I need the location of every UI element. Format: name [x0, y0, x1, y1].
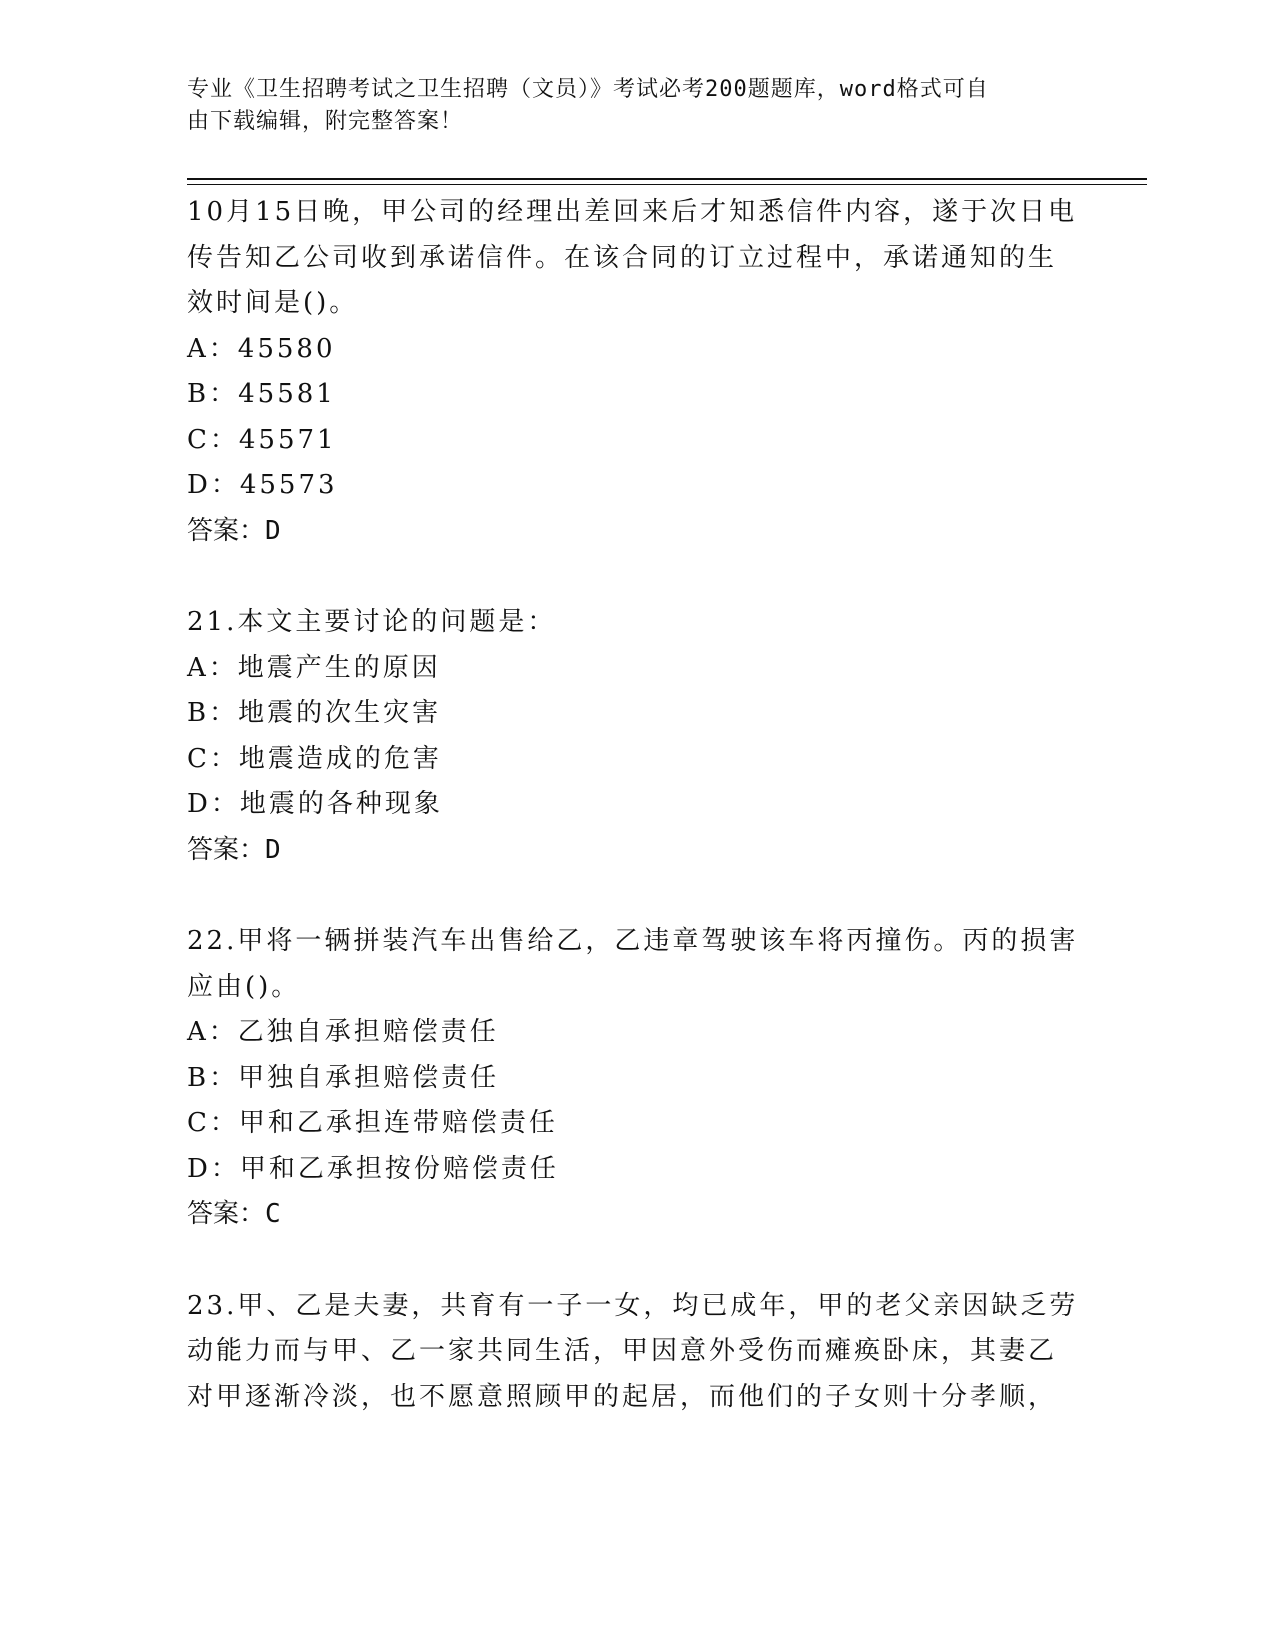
option-d: D：45573 [187, 470, 338, 500]
question-list [187, 190, 1087, 1420]
question-stem-line: 效时间是()。 [187, 288, 359, 318]
question-stem-line: 对甲逐渐冷淡，也不愿意照顾甲的起居，而他们的子女则十分孝顺， [187, 1381, 1058, 1412]
question-stem-line: 传告知乙公司收到承诺信件。在该合同的订立过程中，承诺通知的生 [187, 242, 1058, 273]
question-stem-line: 动能力而与甲、乙一家共同生活，甲因意外受伤而瘫痪卧床，其妻乙 [187, 1336, 1058, 1366]
question-21 [187, 600, 1087, 873]
question-20 [187, 190, 1087, 554]
option-c: C：地震造成的危害 [187, 743, 442, 774]
option-d: D：地震的各种现象 [187, 789, 443, 819]
option-c: C：甲和乙承担连带赔偿责任 [187, 1108, 558, 1138]
question-spacer [187, 554, 1087, 600]
option-b: B：45581 [187, 379, 336, 409]
header-rule-thick [187, 178, 1147, 180]
question-22 [187, 919, 1087, 1238]
option-b: B：甲独自承担赔偿责任 [187, 1062, 500, 1093]
answer-line: 答案：D [187, 515, 281, 546]
header-line-1: 专业《卫生招聘考试之卫生招聘（文员）》考试必考200题题库，word格式可自 [187, 77, 989, 102]
question-stem-line: 22.甲将一辆拼装汽车出售给乙，乙违章驾驶该车将丙撞伤。丙的损害 [187, 926, 1079, 956]
question-spacer [187, 1238, 1087, 1284]
question-stem-line: 21.本文主要讨论的问题是： [187, 607, 557, 637]
question-stem-line: 23.甲、乙是夫妻，共育有一子一女，均已成年，甲的老父亲因缺乏劳 [187, 1290, 1079, 1321]
document-header [187, 74, 1067, 138]
option-a: A：乙独自承担赔偿责任 [187, 1017, 499, 1047]
question-stem-line: 应由()。 [187, 971, 301, 1002]
answer-line: 答案：C [187, 1199, 281, 1229]
option-c: C：45571 [187, 424, 337, 455]
question-stem-line: 10月15日晚，甲公司的经理出差回来后才知悉信件内容，遂于次日电 [187, 197, 1078, 227]
option-d: D：甲和乙承担按份赔偿责任 [187, 1153, 559, 1184]
question-spacer [187, 873, 1087, 919]
answer-line: 答案：D [187, 834, 281, 865]
header-rule-thin [187, 184, 1147, 185]
question-23 [187, 1284, 1087, 1421]
option-a: A：地震产生的原因 [187, 652, 441, 683]
header-line-2: 由下载编辑，附完整答案！ [187, 109, 464, 134]
option-a: A：45580 [187, 333, 336, 364]
option-b: B：地震的次生灾害 [187, 698, 442, 728]
